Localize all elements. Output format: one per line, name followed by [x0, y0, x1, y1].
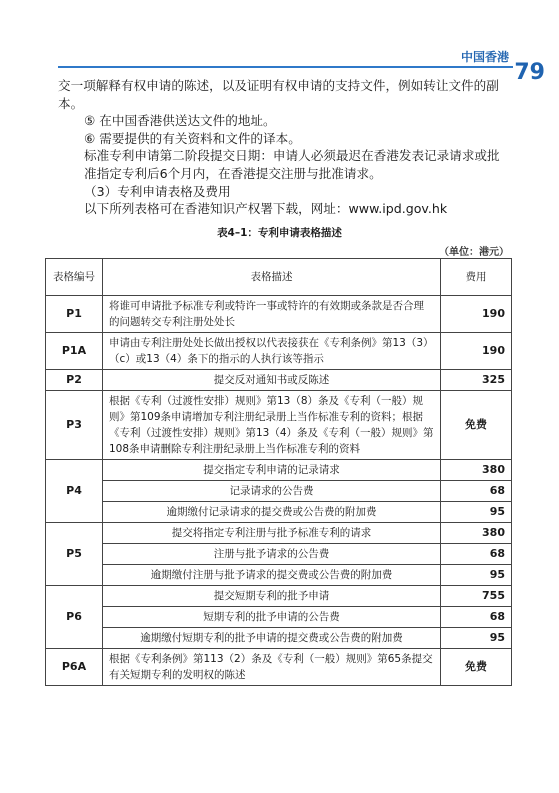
page-number: 79 — [514, 60, 545, 85]
table-row — [46, 391, 512, 460]
form-description: 提交短期专利的批予申请 — [103, 586, 441, 607]
form-fee: 95 — [441, 628, 512, 649]
form-code: P1 — [46, 296, 103, 333]
table-header-row — [46, 259, 512, 296]
form-fee: 380 — [441, 523, 512, 544]
form-fee: 免费 — [441, 391, 512, 460]
fee-table — [45, 258, 512, 686]
table-row — [46, 607, 512, 628]
table-row — [46, 523, 512, 544]
header-code: 表格编号 — [46, 259, 103, 296]
paragraph-1: 交一项解释有权申请的陈述，以及证明有权申请的支持文件，例如转让文件的副本。 — [58, 78, 499, 111]
form-description: 将谁可申请批予标准专利或特许一事或特许的有效期或条款是否合理的问题转交专利注册处处长 — [103, 296, 441, 333]
form-description: 逾期缴付注册与批予请求的提交费或公告费的附加费 — [103, 565, 441, 586]
form-code: P6A — [46, 649, 103, 686]
table-row — [46, 544, 512, 565]
form-code: P6 — [46, 586, 103, 649]
form-description: 注册与批予请求的公告费 — [103, 544, 441, 565]
form-description: 提交指定专利申请的记录请求 — [103, 460, 441, 481]
form-code: P2 — [46, 370, 103, 391]
table-row — [46, 628, 512, 649]
form-code: P5 — [46, 523, 103, 586]
form-description: 根据《专利条例》第113（2）条及《专利（一般）规则》第65条提交有关短期专利的发明权的陈述 — [103, 649, 441, 686]
form-fee: 190 — [441, 296, 512, 333]
header-fee: 费用 — [441, 259, 512, 296]
table-title: 表4–1：专利申请表格描述 — [217, 227, 342, 239]
fee-table-body — [46, 259, 512, 686]
form-description: 申请由专利注册处处长做出授权以代表接获在《专利条例》第13（3）（c）或13（4）条下的指示的人执行该等指示 — [103, 333, 441, 370]
form-code: P3 — [46, 391, 103, 460]
table-row — [46, 649, 512, 686]
table-row — [46, 296, 512, 333]
section-heading: （3）专利申请表格及费用 — [84, 183, 231, 199]
form-fee: 755 — [441, 586, 512, 607]
body-text — [58, 77, 510, 218]
form-description: 短期专利的批予申请的公告费 — [103, 607, 441, 628]
table-row — [46, 586, 512, 607]
form-fee: 68 — [441, 481, 512, 502]
table-row — [46, 333, 512, 370]
form-fee: 95 — [441, 502, 512, 523]
chapter-label: 中国香港 — [460, 50, 509, 64]
table-row — [46, 460, 512, 481]
form-description: 提交将指定专利注册与批予标准专利的请求 — [103, 523, 441, 544]
header-desc: 表格描述 — [103, 259, 441, 296]
table-row — [46, 565, 512, 586]
form-description: 根据《专利（过渡性安排）规则》第13（8）条及《专利（一般）规则》第109条申请增加专利注册纪录册上当作标准专利的资料；根据《专利（过渡性安排）规则》第13（4）条及《专利（一般）规则》第108条申请删除专利注册纪录册上当作标准专利的资料 — [103, 391, 441, 460]
paragraph-3: 以下所列表格可在香港知识产权署下载，网址：www.ipd.gov.hk — [84, 201, 448, 217]
form-description: 提交反对通知书或反陈述 — [103, 370, 441, 391]
paragraph-2-text: 标准专利申请第二阶段提交日期：申请人必须最迟在香港发表记录请求或批准指定专利后6个月内，在香港提交注册与批准请求。 — [84, 148, 500, 181]
form-fee: 95 — [441, 565, 512, 586]
table-row — [46, 481, 512, 502]
form-description: 记录请求的公告费 — [103, 481, 441, 502]
unit-note: （单位：港元） — [439, 247, 509, 258]
form-code: P4 — [46, 460, 103, 523]
form-fee: 325 — [441, 370, 512, 391]
form-fee: 免费 — [441, 649, 512, 686]
form-fee: 380 — [441, 460, 512, 481]
form-description: 逾期缴付记录请求的提交费或公告费的附加费 — [103, 502, 441, 523]
list-item-6: ⑥ 需要提供的有关资料和文件的译本。 — [84, 130, 301, 146]
table-row — [46, 502, 512, 523]
table-row — [46, 370, 512, 391]
list-item-5: ⑤ 在中国香港供送达文件的地址。 — [84, 113, 276, 129]
form-description: 逾期缴付短期专利的批予申请的提交费或公告费的附加费 — [103, 628, 441, 649]
form-code: P1A — [46, 333, 103, 370]
paragraph-2 — [58, 147, 510, 182]
form-fee: 68 — [441, 607, 512, 628]
header-rule — [58, 66, 513, 68]
form-fee: 190 — [441, 333, 512, 370]
form-fee: 68 — [441, 544, 512, 565]
